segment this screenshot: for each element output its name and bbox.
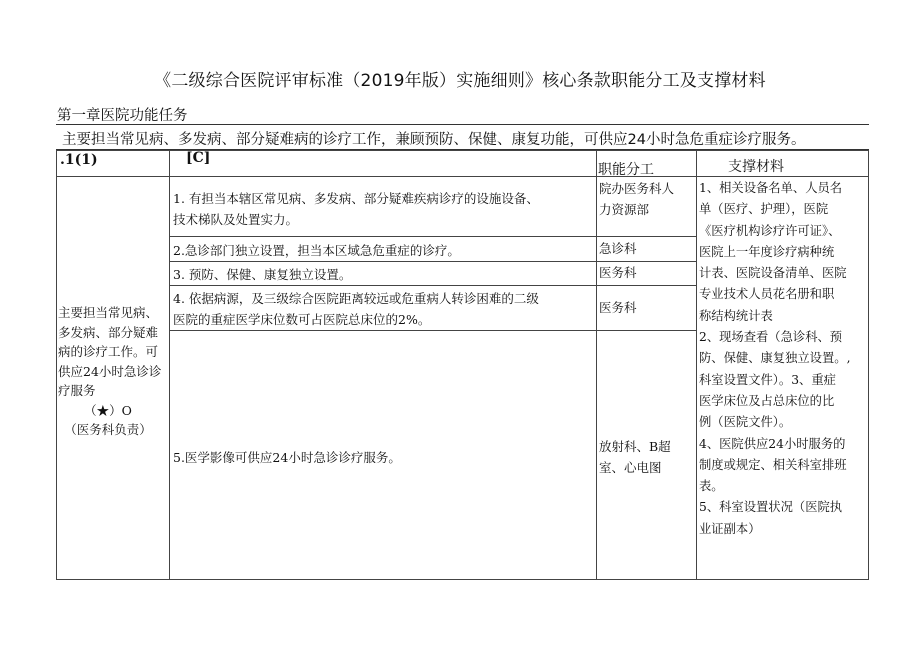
materials-line: 4、医院供应24小时服务的 [699,436,846,451]
department-5 [599,436,695,478]
department-line: 院办医务科人 [599,181,675,196]
materials-line: 2、现场查看（急诊科、预 [699,330,843,345]
department-line: 急诊科 [599,241,637,256]
requirement-line: 5.医学影像可供应24小时急诊诊疗服务。 [173,450,401,465]
requirement-1 [173,188,593,230]
materials-line: 业证副本） [699,521,761,536]
materials-line: 医学床位及占总床位的比 [699,393,835,408]
requirement-4 [173,288,593,330]
requirement-2 [173,240,593,261]
header-materials: 支撑材料 [728,159,784,175]
department-4 [599,297,695,318]
col-divider-3 [696,150,697,580]
materials-line: 表。 [699,479,724,494]
department-2 [599,238,695,259]
department-3 [599,262,695,283]
requirement-line: 2.急诊部门独立设置，担当本区域急危重症的诊疗。 [173,243,460,258]
header-clause-no: .1(1) [60,152,98,168]
clause-description-cell [58,303,170,440]
row-divider-3 [169,285,696,286]
materials-line: 科室设置文件）。3、重症 [699,372,836,387]
requirement-5 [173,447,593,468]
materials-line: 1、相关设备名单、人员名 [699,181,843,195]
clause-line: 病的诊疗工作。可 [58,344,159,359]
materials-line: 例（医院文件）。 [699,415,792,430]
clause-star-mark: （★）O [84,402,132,418]
materials-cell [699,178,869,540]
requirement-line: 1. 有担当本辖区常见病、多发病、部分疑难疾病诊疗的设施设备、 [173,191,539,206]
requirement-line: 4. 依据病源，及三级综合医院距离较远或危重病人转诊困难的二级 [173,291,539,306]
materials-line: 防、保健、康复独立设置。, [699,351,851,366]
department-line: 医务科 [599,300,637,315]
department-line: 医务科 [599,265,637,280]
materials-line: 计表、医院设备清单、医院 [699,266,847,281]
header-grade: [C] [186,150,211,166]
requirement-line: 技术梯队及处置实力。 [173,212,299,227]
clause-line: 多发病、部分疑难 [58,324,159,340]
requirement-line: 3. 预防、保健、康复独立设置。 [173,267,352,282]
materials-line: 《医疗机构诊疗许可证》、 [699,223,841,238]
row-divider-4 [169,330,696,331]
department-line: 力资源部 [599,202,650,217]
materials-line: 5、科室设置状况（医院执 [699,500,843,515]
materials-line: 称结构统计表 [699,308,773,323]
row-divider-1 [169,236,696,237]
header-department: 职能分工 [598,162,654,178]
requirement-line: 医院的重症医学床位数可占医院总床位的2%。 [173,312,431,327]
clause-line: 主要担当常见病、 [58,305,159,320]
clause-responsible: （医务科负责） [64,422,152,437]
col-divider-2 [596,150,597,580]
materials-line: 制度或规定、相关科室排班 [699,457,847,472]
clause-line: 疗服务 [58,383,96,398]
requirement-3 [173,264,593,285]
section-summary: 主要担当常见病、多发病、部分疑难病的诊疗工作，兼顾预防、保健、康复功能，可供应24小时急危重症诊疗服务。 [62,132,806,148]
chapter-divider [56,124,869,125]
header-divider [56,176,869,177]
materials-line: 医院上一年度诊疗病种统 [699,244,835,259]
clause-line: 供应24小时急诊诊 [58,363,162,379]
materials-line: 单（医疗、护理），医院 [699,202,829,217]
department-line: 室、心电图 [599,460,662,475]
materials-line: 专业技术人员花名册和职 [699,287,835,302]
department-line: 放射科、B超 [599,439,671,454]
department-1 [599,178,695,220]
document-title: 《二级综合医院评审标准（2019年版）实施细则》核心条款职能分工及支撑材料 [154,71,766,91]
chapter-heading: 第一章医院功能任务 [57,108,188,124]
